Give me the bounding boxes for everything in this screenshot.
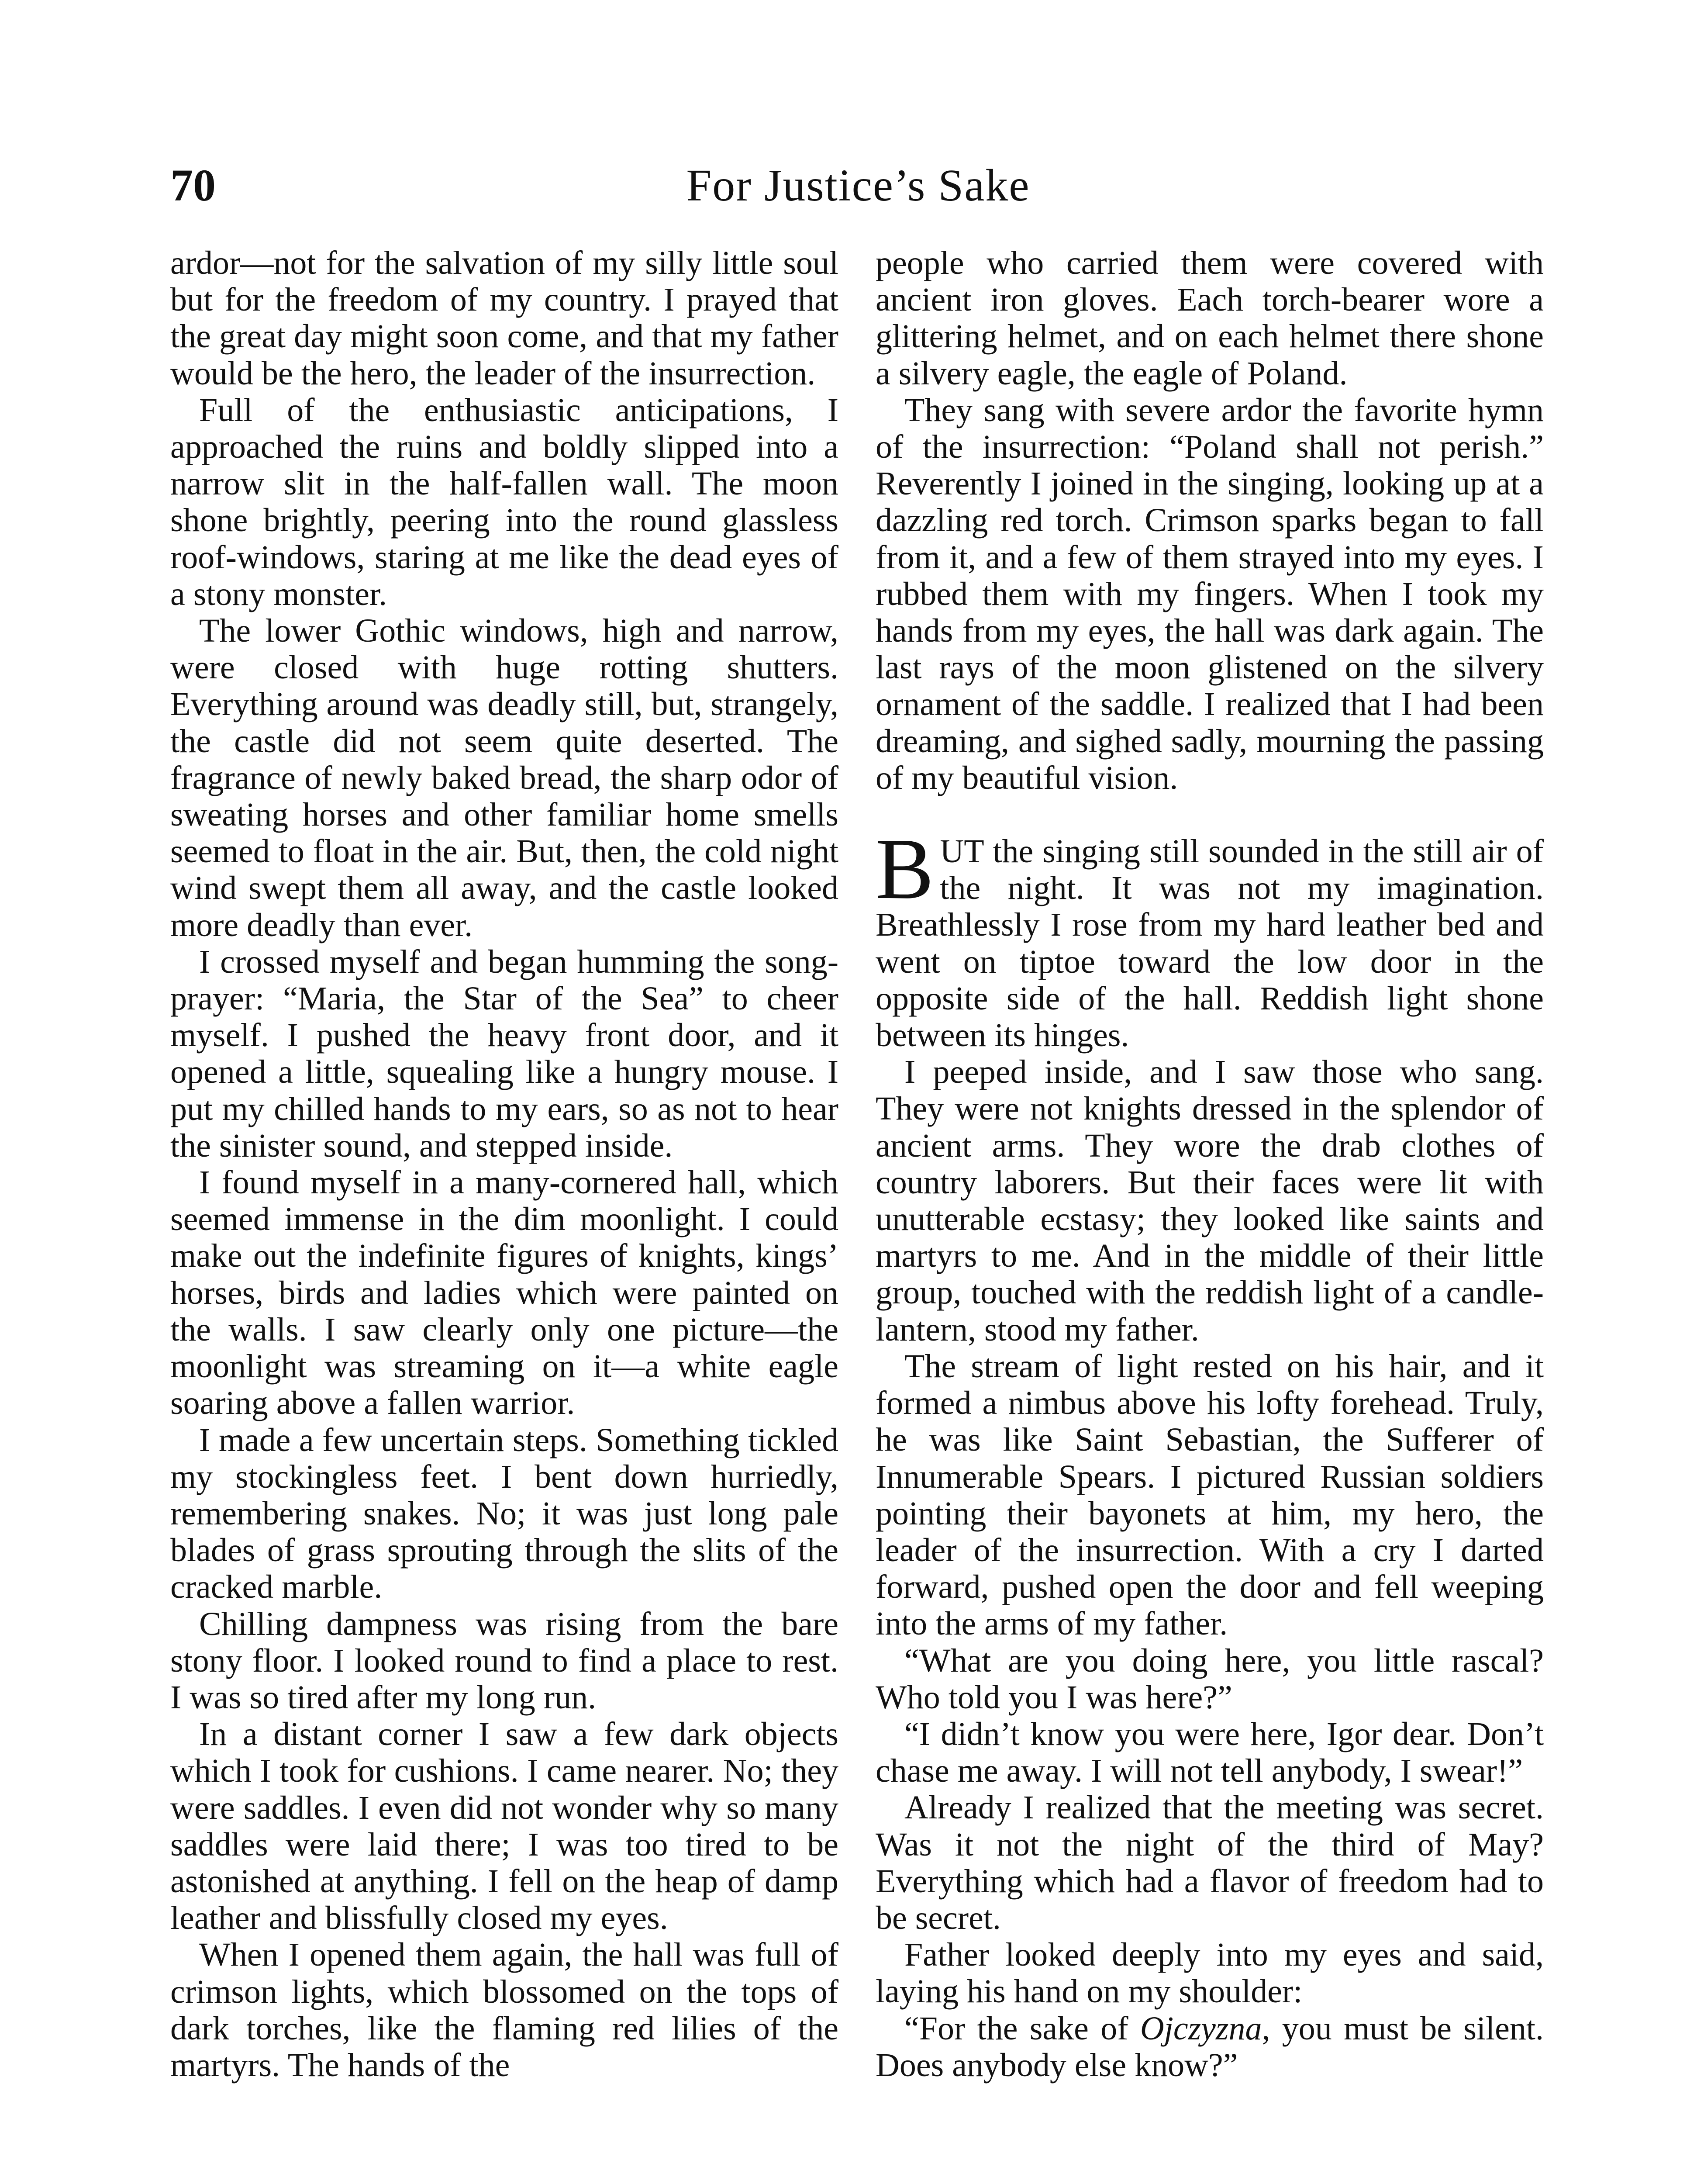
right-column <box>876 245 1544 2084</box>
paragraph: Already I realized that the meeting was secret. Was it not the night of the third of May? Everything which had a flavor of freedom had to be secret. <box>876 1789 1544 1936</box>
text-run: “For the sake of <box>904 2010 1140 2047</box>
paragraph <box>876 2010 1544 2084</box>
paragraph: The stream of light rested on his hair, and it formed a nimbus above his lofty forehead. Truly, he was like Saint Sebastian, the Sufferer of Innumerable Spears. I pictured Russian soldiers pointing their bayonets at him, my hero, the leader of the insurrection. With a cry I darted forward, pushed open the door and fell weeping into the arms of my father. <box>876 1348 1544 1642</box>
paragraph: I made a few uncertain steps. Something tickled my stockingless feet. I bent down hurriedly, remembering snakes. No; it was just long pale blades of grass sprouting through the slits of the cracked marble. <box>170 1421 838 1606</box>
page-header <box>170 153 1546 218</box>
paragraph: Full of the enthusiastic anticipations, I approached the ruins and boldly slipped into a narrow slit in the half-fallen wall. The moon shone brightly, peering into the round glassless roof-windows, staring at me like the dead eyes of a stony monster. <box>170 391 838 612</box>
paragraph: They sang with severe ardor the favorite hymn of the insurrection: “Poland shall not perish.” Reverently I joined in the singing, looking up at a dazzling red torch. Crimson sparks began to fall from it, and a few of them strayed into my eyes. I rubbed them with my fingers. When I took my hands from my eyes, the hall was dark again. The last rays of the moon glistened on the silvery ornament of the saddle. I realized that I had been dreaming, and sighed sadly, mourning the passing of my beautiful vision. <box>876 391 1544 796</box>
paragraph: I peeped inside, and I saw those who sang. They were not knights dressed in the splendor of ancient arms. They wore the drab clothes of country laborers. But their faces were lit with unutterable ecstasy; they looked like saints and martyrs to me. And in the middle of their little group, touched with the reddish light of a candle-lantern, stood my father. <box>876 1054 1544 1348</box>
paragraph: Chilling dampness was rising from the bare stony floor. I looked round to find a place to rest. I was so tired after my long run. <box>170 1605 838 1716</box>
running-title: For Justice’s Sake <box>686 160 1030 211</box>
section-start-paragraph <box>876 821 1544 1054</box>
paragraph: “I didn’t know you were here, Igor dear. Don’t chase me away. I will not tell anybody, I swear!” <box>876 1715 1544 1790</box>
paragraph-continued: people who carried them were covered with ancient iron gloves. Each torch-bearer wore a glittering helmet, and on each helmet there shone a silvery eagle, the eagle of Poland. <box>876 245 1544 392</box>
left-column <box>170 245 838 2084</box>
paragraph: When I opened them again, the hall was full of crimson lights, which blossomed on the tops of dark torches, like the flaming red lilies of the martyrs. The hands of the <box>170 1936 838 2084</box>
text-run: , you must be silent. Does anybody else know?” <box>876 2010 1544 2084</box>
paragraph: “What are you doing here, you little rascal? Who told you I was here?” <box>876 1642 1544 1716</box>
paragraph: I crossed myself and began humming the song-prayer: “Maria, the Star of the Sea” to cheer myself. I pushed the heavy front door, and it opened a little, squealing like a hungry mouse. I put my chilled hands to my ears, so as not to hear the sinister sound, and stepped inside. <box>170 943 838 1164</box>
paragraph: ardor—not for the salvation of my silly little soul but for the freedom of my country. I prayed that the great day might soon come, and that my father would be the hero, the leader of the insurrection. <box>170 245 838 392</box>
paragraph: Father looked deeply into my eyes and said, laying his hand on my shoulder: <box>876 1936 1544 2010</box>
drop-cap: B <box>876 821 934 918</box>
paragraph: In a distant corner I saw a few dark objects which I took for cushions. I came nearer. No; they were saddles. I even did not wonder why so many saddles were laid there; I was too tired to be astonished at anything. I fell on the heap of damp leather and blissfully closed my eyes. <box>170 1716 838 1937</box>
paragraph: I found myself in a many-cornered hall, which seemed immense in the dim moonlight. I could make out the indefinite figures of knights, kings’ horses, birds and ladies which were painted on the walls. I saw clearly only one picture—the moonlight was streaming on it—a white eagle soaring above a fallen warrior. <box>170 1164 838 1422</box>
section-start-text: UT the singing still sounded in the still air of the night. It was not my imagination. Breathlessly I rose from my hard leather bed and went on tiptoe toward the low door in the opposite side of the hall. Reddish light shone between its hinges. <box>876 833 1544 1054</box>
page-number: 70 <box>170 160 216 211</box>
paragraph: The lower Gothic windows, high and narrow, were closed with huge rotting shutters. Everything around was deadly still, but, strangely, the castle did not seem quite deserted. The fragrance of newly baked bread, the sharp odor of sweating horses and other familiar home smells seemed to float in the air. But, then, the cold night wind swept them all away, and the castle looked more deadly than ever. <box>170 612 838 943</box>
italic-word: Ojczyzna <box>1140 2010 1262 2047</box>
